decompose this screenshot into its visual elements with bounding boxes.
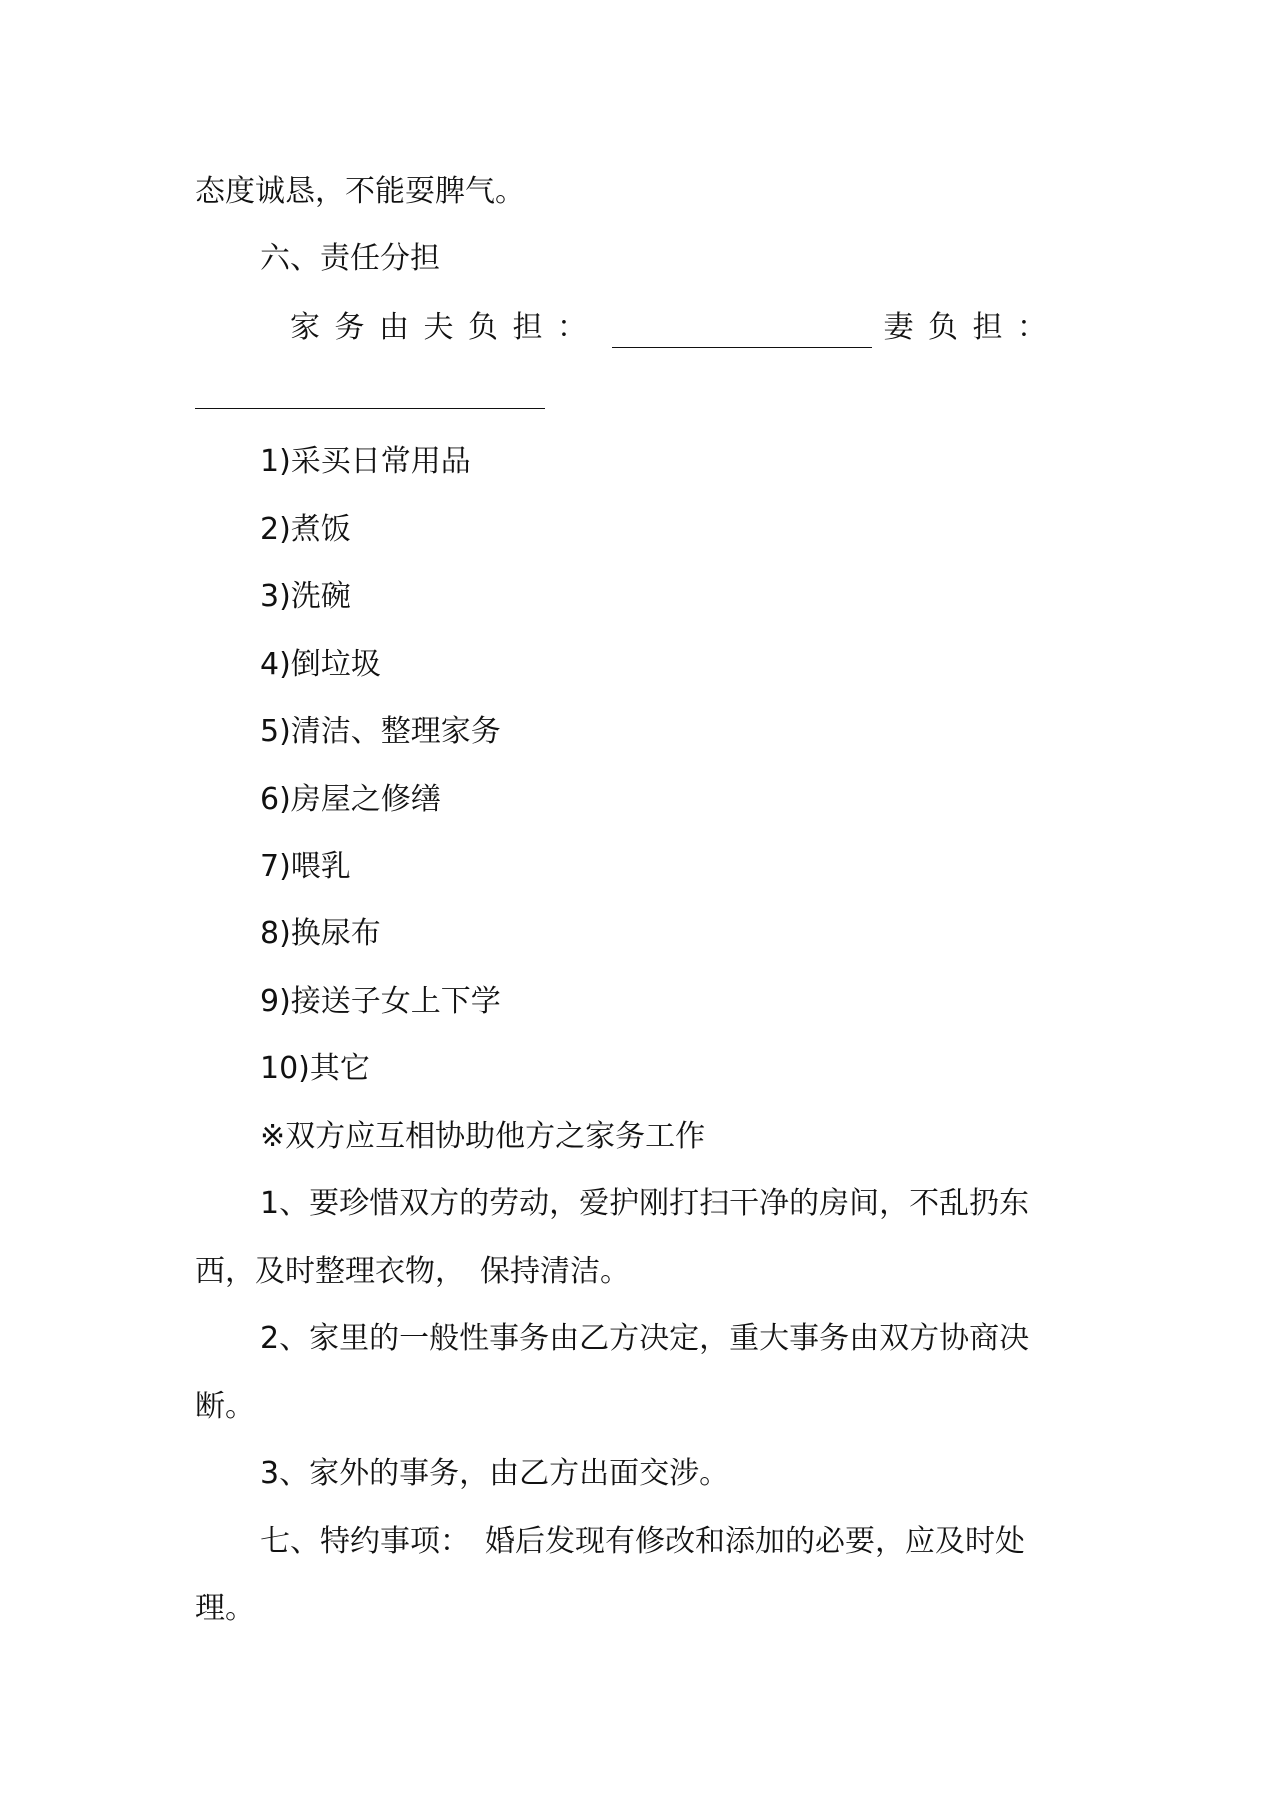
rule-1-line-2: 西，及时整理衣物， 保持清洁。 xyxy=(195,1254,630,1289)
list-item: 7)喂乳 xyxy=(260,849,351,884)
section-6-heading: 六、责任分担 xyxy=(260,241,440,276)
housework-assignment-line xyxy=(290,308,1090,348)
wife-blank-field xyxy=(195,376,545,409)
list-item: 1)采买日常用品 xyxy=(260,444,471,479)
mutual-help-note: ※双方应互相协助他方之家务工作 xyxy=(260,1119,706,1154)
rule-3: 3、家外的事务，由乙方出面交涉。 xyxy=(260,1456,730,1491)
rule-2-line-2: 断。 xyxy=(195,1389,255,1424)
rule-2-line-1: 2、家里的一般性事务由乙方决定，重大事务由双方协商决 xyxy=(260,1321,1030,1356)
list-item: 4)倒垃圾 xyxy=(260,647,381,682)
husband-label: 家务由夫负担： xyxy=(290,310,602,345)
section-7-line-1: 七、特约事项： 婚后发现有修改和添加的必要，应及时处 xyxy=(260,1524,1025,1559)
rule-1-line-1: 1、要珍惜双方的劳动，爱护刚打扫干净的房间，不乱扔东 xyxy=(260,1186,1030,1221)
paragraph-attitude: 态度诚恳，不能耍脾气。 xyxy=(195,174,525,209)
wife-label: 妻负担： xyxy=(883,310,1062,345)
list-item: 9)接送子女上下学 xyxy=(260,984,501,1019)
list-item: 8)换尿布 xyxy=(260,916,381,951)
list-item: 3)洗碗 xyxy=(260,579,351,614)
list-item: 2)煮饭 xyxy=(260,512,351,547)
list-item: 10)其它 xyxy=(260,1051,370,1086)
section-7-line-2: 理。 xyxy=(195,1591,255,1626)
list-item: 5)清洁、整理家务 xyxy=(260,714,501,749)
list-item: 6)房屋之修缮 xyxy=(260,782,441,817)
husband-blank-field xyxy=(612,317,872,348)
